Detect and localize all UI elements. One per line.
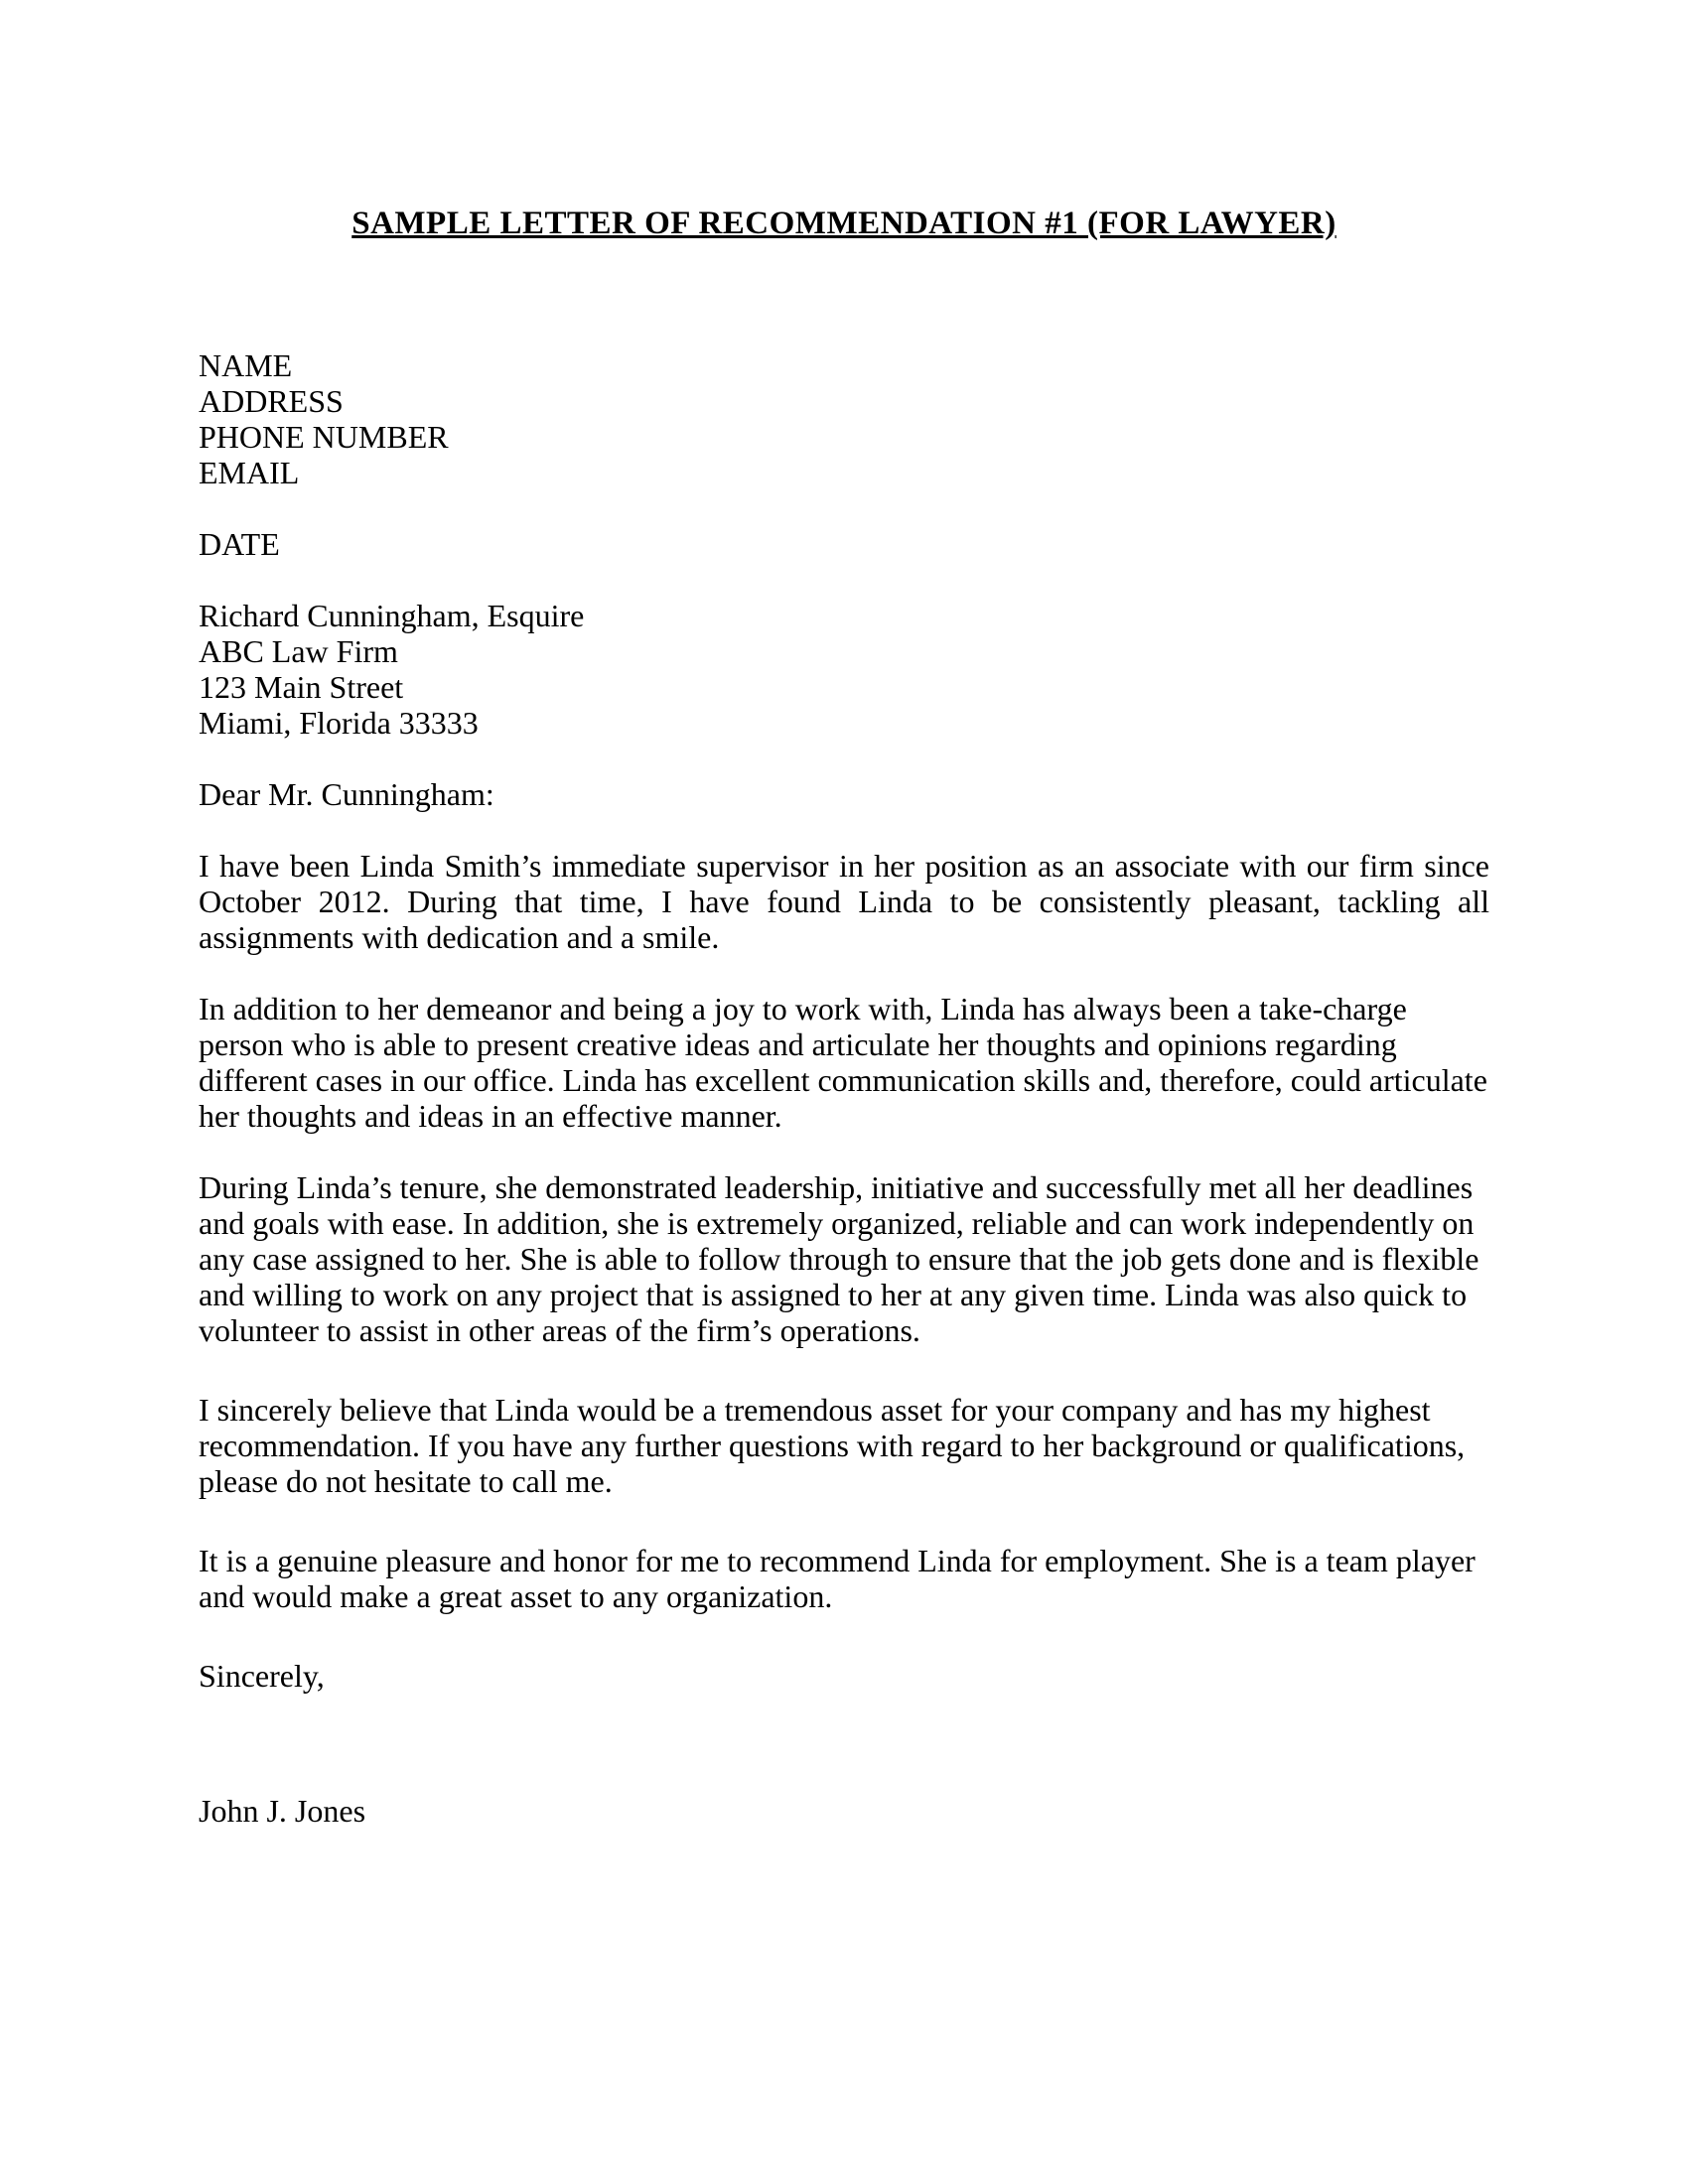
date-line: DATE <box>199 526 280 562</box>
sender-block <box>199 347 1489 490</box>
closing: Sincerely, <box>199 1658 325 1694</box>
paragraph-recommendation: I sincerely believe that Linda would be a tremendous asset for your company and has my highest recommendation. If you have any further questions with regard to her background or qualifications, please do not hesitate to call me. <box>199 1392 1466 1499</box>
recipient-name-line: Richard Cunningham, Esquire <box>199 598 585 633</box>
paragraph-tenure: During Linda’s tenure, she demonstrated leadership, initiative and successfully met all her deadlines and goals with ease. In addition, she is extremely organized, reliable and can work independently on any case assigned to her. She is able to follow through to ensure that the job gets done and is flexible and willing to work on any project that is assigned to her at any given time. Linda was also quick to volunteer to assist in other areas of the firm’s operations. <box>199 1169 1479 1348</box>
recipient-block <box>199 598 1489 741</box>
sender-name-line: NAME <box>199 347 293 383</box>
recipient-street-line: 123 Main Street <box>199 669 404 705</box>
signature-name: John J. Jones <box>199 1793 366 1829</box>
sender-address-line: ADDRESS <box>199 383 344 419</box>
recipient-firm-line: ABC Law Firm <box>199 633 398 669</box>
sender-email-line: EMAIL <box>199 455 300 490</box>
paragraph-conclusion: It is a genuine pleasure and honor for me to recommend Linda for employment. She is a team player and would make a great asset to any organization. <box>199 1543 1476 1614</box>
letter-title: SAMPLE LETTER OF RECOMMENDATION #1 (FOR LAWYER) <box>352 205 1336 241</box>
recipient-city-line: Miami, Florida 33333 <box>199 705 479 741</box>
paragraph-introduction: I have been Linda Smith’s immediate supervisor in her position as an associate with our firm since October 2012. During that time, I have found Linda to be consistently pleasant, tackling all assignments with dedication and a smile. <box>199 848 1489 955</box>
salutation: Dear Mr. Cunningham: <box>199 776 494 812</box>
paragraph-demeanor: In addition to her demeanor and being a joy to work with, Linda has always been a take-charge person who is able to present creative ideas and articulate her thoughts and opinions regarding different cases in our office. Linda has excellent communication skills and, therefore, could articulate her thoughts and ideas in an effective manner. <box>199 991 1487 1134</box>
sender-phone-line: PHONE NUMBER <box>199 419 449 455</box>
